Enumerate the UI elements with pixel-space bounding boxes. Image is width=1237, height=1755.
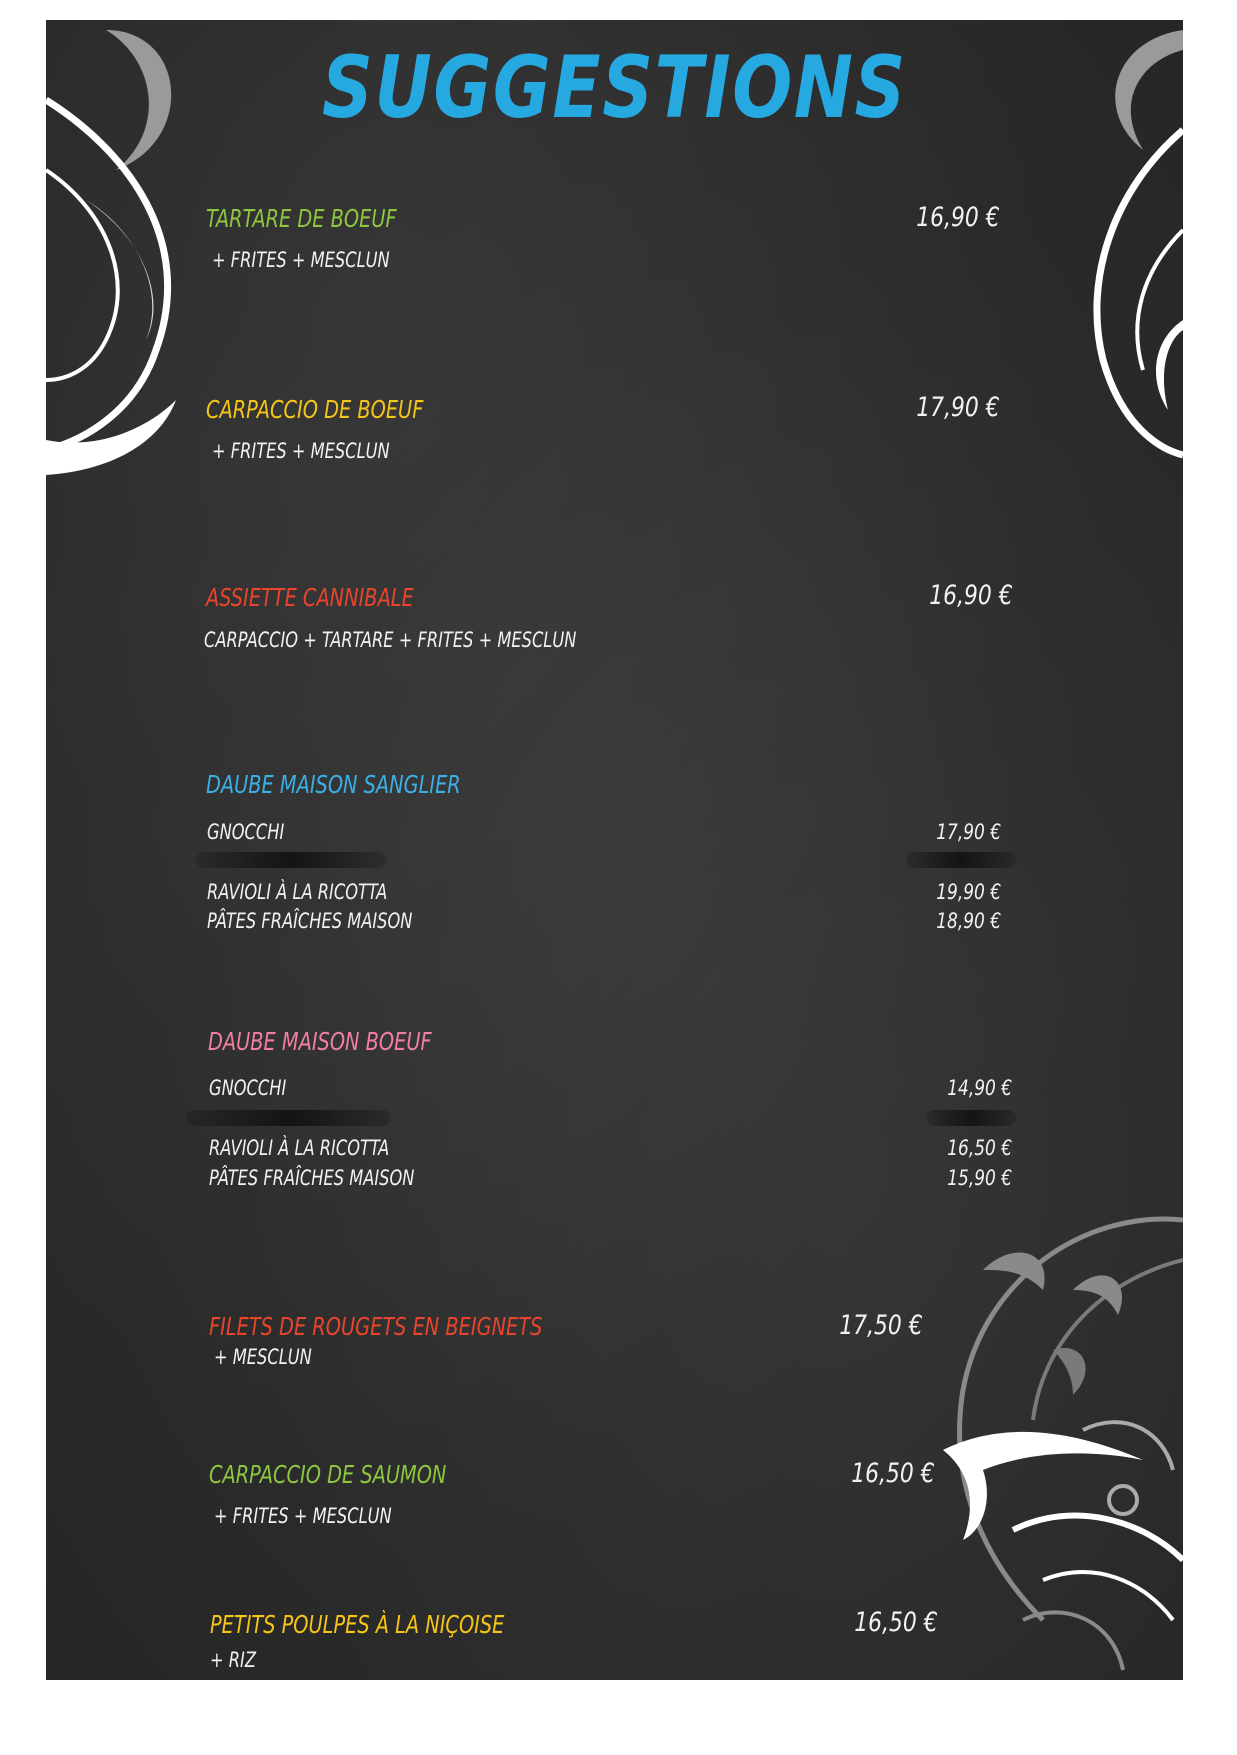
option-label-pates-sanglier: PÂTES FRAÎCHES MAISON: [207, 909, 413, 933]
option-price-gnocchi-sanglier: 17,90 €: [936, 820, 1001, 844]
option-label-gnocchi-boeuf: GNOCCHI: [209, 1076, 287, 1100]
item-desc-filets-de-rougets: + MESCLUN: [214, 1345, 312, 1369]
option-price-pates-sanglier: 18,90 €: [936, 909, 1001, 933]
option-label-gnocchi-sanglier: GNOCCHI: [207, 820, 285, 844]
item-price-carpaccio-de-saumon: 16,50 €: [851, 1458, 935, 1489]
item-name-carpaccio-de-saumon: CARPACCIO DE SAUMON: [209, 1460, 447, 1489]
option-label-ravioli-sanglier: RAVIOLI À LA RICOTTA: [207, 880, 388, 904]
item-desc-carpaccio-de-boeuf: + FRITES + MESCLUN: [212, 439, 390, 463]
crossed-out-price: [906, 852, 1016, 868]
item-name-daube-boeuf: DAUBE MAISON BOEUF: [208, 1027, 432, 1056]
item-name-carpaccio-de-boeuf: CARPACCIO DE BOEUF: [206, 395, 424, 424]
option-label-ravioli-boeuf: RAVIOLI À LA RICOTTA: [209, 1136, 390, 1160]
item-price-carpaccio-de-boeuf: 17,90 €: [916, 392, 1000, 423]
item-name-petits-poulpes: PETITS POULPES À LA NIÇOISE: [210, 1610, 505, 1639]
option-price-ravioli-sanglier: 19,90 €: [936, 880, 1001, 904]
item-name-daube-sanglier: DAUBE MAISON SANGLIER: [206, 770, 461, 799]
swirl-ornament-top-right: [1073, 20, 1183, 490]
option-price-pates-boeuf: 15,90 €: [947, 1166, 1012, 1190]
option-price-ravioli-boeuf: 16,50 €: [947, 1136, 1012, 1160]
item-price-filets-de-rougets: 17,50 €: [839, 1310, 923, 1341]
menu-title: SUGGESTIONS: [322, 38, 907, 138]
item-desc-petits-poulpes: + RIZ: [210, 1648, 256, 1672]
crossed-out-line: [186, 1110, 391, 1126]
menu-board: [46, 20, 1183, 1680]
floral-ornament-bottom-right: [923, 1200, 1183, 1680]
item-name-filets-de-rougets: FILETS DE ROUGETS EN BEIGNETS: [209, 1312, 543, 1341]
option-label-pates-boeuf: PÂTES FRAÎCHES MAISON: [209, 1166, 415, 1190]
crossed-out-price: [926, 1110, 1016, 1126]
item-price-assiette-cannibale: 16,90 €: [929, 580, 1013, 611]
item-desc-carpaccio-de-saumon: + FRITES + MESCLUN: [214, 1504, 392, 1528]
item-name-assiette-cannibale: ASSIETTE CANNIBALE: [206, 583, 414, 612]
item-price-petits-poulpes: 16,50 €: [854, 1607, 938, 1638]
item-price-tartare-de-boeuf: 16,90 €: [916, 202, 1000, 233]
item-name-tartare-de-boeuf: TARTARE DE BOEUF: [206, 204, 397, 233]
item-desc-tartare-de-boeuf: + FRITES + MESCLUN: [212, 248, 390, 272]
option-price-gnocchi-boeuf: 14,90 €: [947, 1076, 1012, 1100]
crossed-out-line: [196, 852, 386, 868]
item-desc-assiette-cannibale: CARPACCIO + TARTARE + FRITES + MESCLUN: [204, 628, 577, 652]
